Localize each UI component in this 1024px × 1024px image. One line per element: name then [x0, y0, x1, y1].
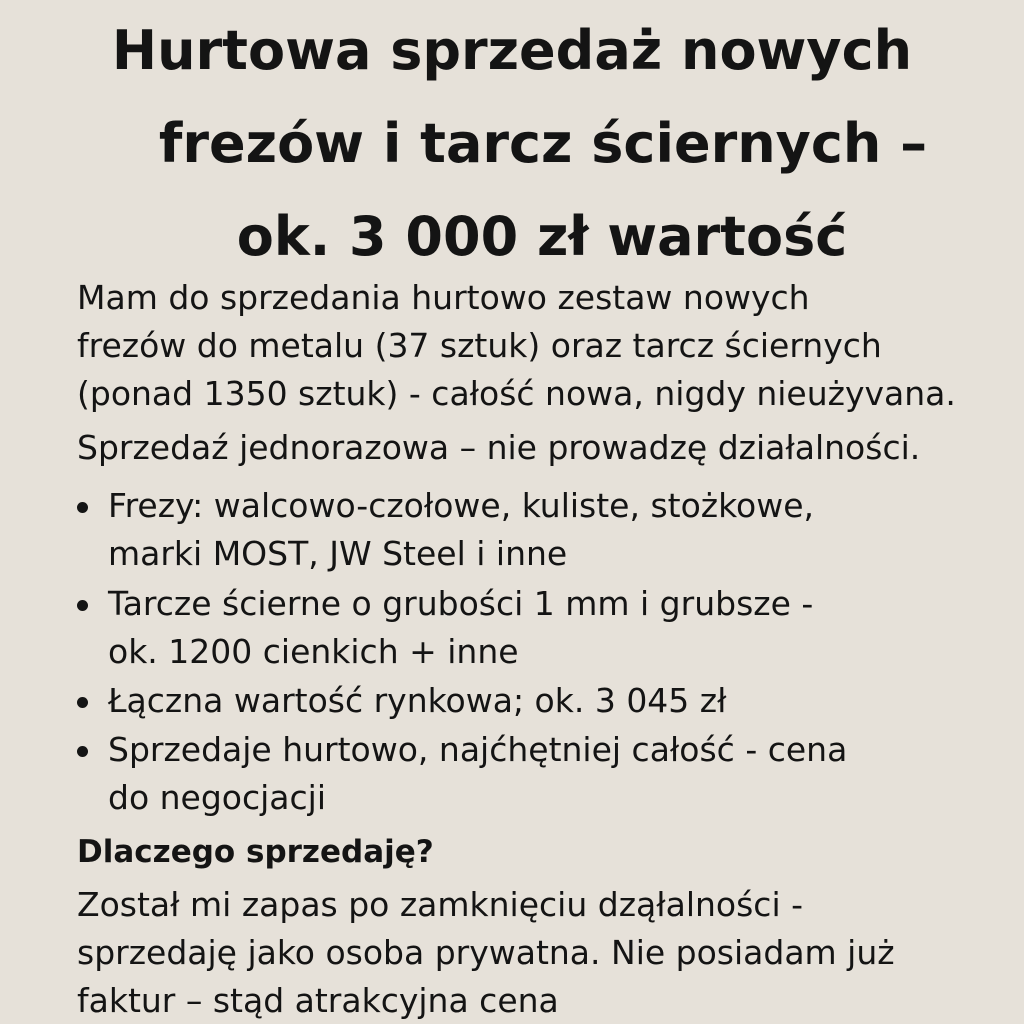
list-item-text: ok. 1200 cienkich + inne: [108, 632, 519, 671]
list-item: [77, 482, 847, 578]
intro-line: Mam do sprzedania hurtowo zestaw nowych: [77, 278, 810, 317]
why-line: sprzedaję jako osoba prywatna. Nie posiadam już: [77, 933, 895, 972]
list-item: [77, 580, 847, 676]
bullet-icon: [77, 697, 88, 708]
why-line: faktur – stąd atrakcyjna cena: [77, 981, 559, 1020]
list-item-text: marki MOST, JW Steel i inne: [108, 534, 568, 573]
list-item-text: Łączna wartość rynkowa; ok. 3 045 zł: [108, 681, 727, 720]
bullet-icon: [77, 746, 88, 757]
intro-line: frezów do metalu (37 sztuk) oraz tarcz ściernych: [77, 326, 882, 365]
intro-paragraph: [77, 274, 956, 418]
list-item-text: Sprzedaje hurtowo, najćhętniej całość - cena: [108, 730, 848, 769]
details-list: [77, 482, 847, 822]
title-line: frezów i tarcz ściernych –: [158, 112, 928, 175]
list-item: [77, 677, 847, 725]
bullet-icon: [77, 502, 88, 513]
why-paragraph: [77, 881, 895, 1024]
title-line: ok. 3 000 zł wartość: [236, 205, 848, 268]
intro-line: (ponad 1350 sztuk) - całość nowa, nigdy nieużyvana.: [77, 374, 956, 413]
why-line: Został mi zapas po zamknięciu dząłalności -: [77, 885, 804, 924]
bullet-icon: [77, 600, 88, 611]
page-title: [0, 4, 1024, 283]
list-item-text: do negocjacji: [108, 778, 326, 817]
list-item-text: Frezy: walcowo-czołowe, kuliste, stożkowe,: [108, 486, 815, 525]
why-heading: Dlaczego sprzedaję?: [77, 834, 434, 870]
sale-note: Sprzedaź jednorazowa – nie prowadzę działalności.: [77, 428, 921, 467]
title-line: Hurtowa sprzedaż nowych: [111, 19, 913, 82]
list-item-text: Tarcze ścierne o grubości 1 mm i grubsze -: [108, 584, 814, 623]
list-item: [77, 726, 847, 822]
